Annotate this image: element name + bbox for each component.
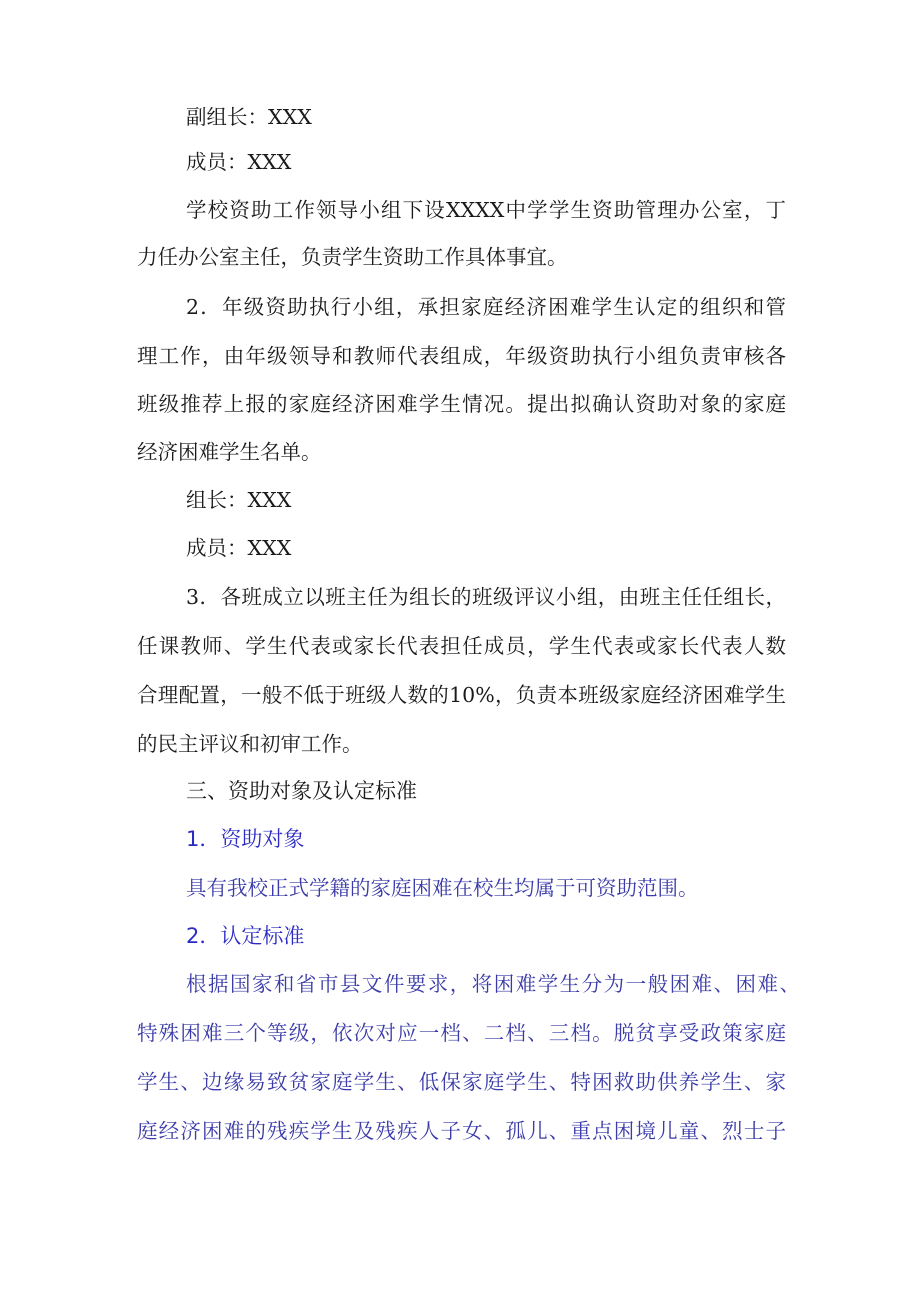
paragraph-class-line-4: 的民主评议和初审工作。 bbox=[137, 732, 363, 756]
paragraph-grade-line-4: 经济困难学生名单。 bbox=[137, 440, 322, 464]
targets-text: 具有我校正式学籍的家庭困难在校生均属于可资助范围。 bbox=[186, 876, 699, 900]
paragraph-class-line-2: 任课教师、学生代表或家长代表担任成员，学生代表或家长代表人数 bbox=[137, 634, 786, 658]
standards-line-3: 学生、边缘易致贫家庭学生、低保家庭学生、特困救助供养学生、家 bbox=[137, 1070, 786, 1094]
vice-leader-line: 副组长：XXX bbox=[186, 105, 312, 129]
subheading-targets: 1．资助对象 bbox=[186, 827, 305, 851]
standards-line-1: 根据国家和省市县文件要求，将困难学生分为一般困难、困难、 bbox=[186, 972, 800, 996]
paragraph-grade-line-3: 班级推荐上报的家庭经济困难学生情况。提出拟确认资助对象的家庭 bbox=[137, 392, 786, 416]
leader-line: 组长：XXX bbox=[186, 488, 292, 512]
standards-line-4: 庭经济困难的残疾学生及残疾人子女、孤儿、重点困境儿童、烈士子 bbox=[137, 1119, 786, 1143]
member-line-1: 成员：XXX bbox=[186, 150, 292, 174]
section-heading: 三、资助对象及认定标准 bbox=[186, 779, 417, 803]
paragraph-class-line-3: 合理配置，一般不低于班级人数的10%，负责本班级家庭经济困难学生 bbox=[137, 683, 786, 707]
standards-line-2: 特殊困难三个等级，依次对应一档、二档、三档。脱贫享受政策家庭 bbox=[137, 1021, 786, 1045]
paragraph-office-line-1: 学校资助工作领导小组下设XXXX中学学生资助管理办公室，丁 bbox=[186, 198, 786, 222]
subheading-standards: 2．认定标准 bbox=[186, 924, 305, 948]
paragraph-office-line-2: 力任办公室主任，负责学生资助工作具体事宜。 bbox=[137, 245, 568, 269]
paragraph-grade-line-2: 理工作，由年级领导和教师代表组成，年级资助执行小组负责审核各 bbox=[137, 344, 786, 368]
paragraph-class-line-1: 3．各班成立以班主任为组长的班级评议小组，由班主任任组长， bbox=[186, 585, 786, 609]
member-line-2: 成员：XXX bbox=[186, 536, 292, 560]
paragraph-grade-line-1: 2．年级资助执行小组，承担家庭经济困难学生认定的组织和管 bbox=[186, 295, 786, 319]
